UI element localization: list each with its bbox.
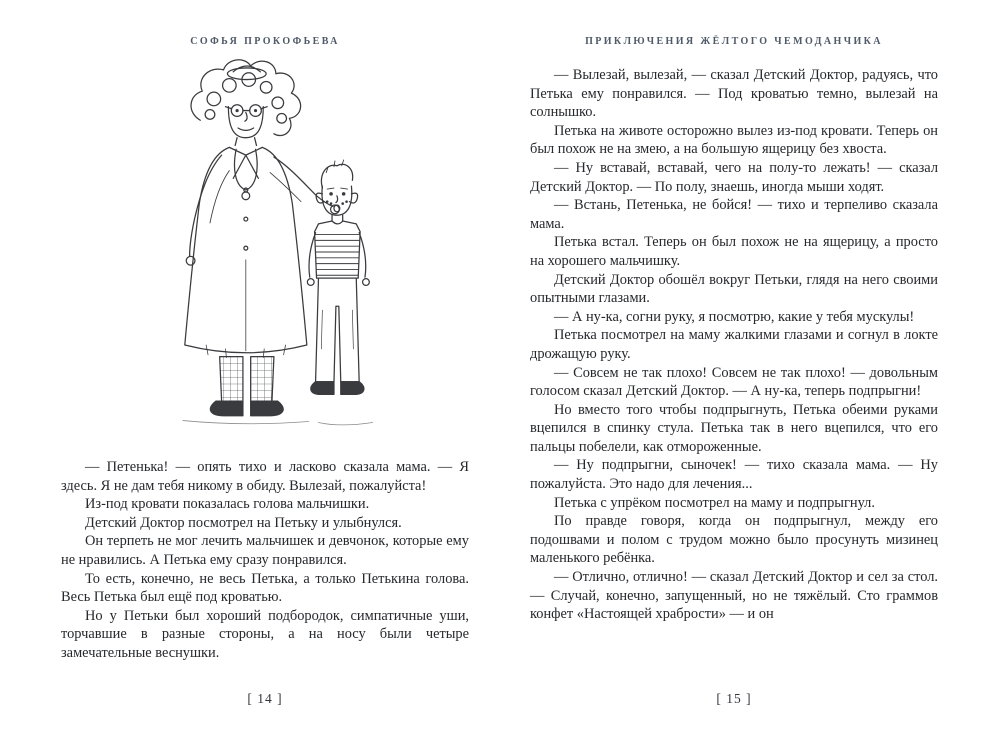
page-left (61, 0, 469, 751)
paragraph: Но у Петьки был хороший подбородок, симпатичные уши, торчавшие в разные стороны, а на носу были четыре замечательные веснушки. (61, 607, 469, 661)
paragraph: — Отлично, отлично! — сказал Детский Доктор и сел за стол. — Случай, конечно, запущенный, но не тяжёлый. Сто граммов конфет «Настоящей храбрости» — и он (530, 569, 938, 623)
paragraph: — Петенька! — опять тихо и ласково сказала мама. — Я здесь. Я не дам тебя никому в обиду. Вылезай, пожалуйста! (61, 459, 469, 494)
paragraph: Из-под кровати показалась голова мальчишки. (85, 496, 370, 513)
paragraph: — Ну вставай, вставай, чего на полу-то лежать! — сказал Детский Доктор. — По полу, знаешь, иногда мыши ходят. (530, 159, 938, 195)
paragraph: Петька встал. Теперь он был похож не на ящерицу, а просто на хорошего мальчишку. (530, 234, 938, 269)
paragraph: Петька посмотрел на маму жалкими глазами и согнул в локте дрожащую руку. (530, 327, 938, 362)
running-head-title: ПРИКЛЮЧЕНИЯ ЖЁЛТОГО ЧЕМОДАНЧИКА (585, 36, 883, 47)
paragraph: Детский Доктор посмотрел на Петьку и улыбнулся. (85, 514, 402, 531)
paragraph: Он терпеть не мог лечить мальчишек и девчонок, которые ему не нравились. А Петька ему сразу понравился. (61, 533, 469, 568)
paragraph: — Ну подпрыгни, сыночек! — тихо сказала мама. — Ну пожалуйста. Это надо для лечения... (530, 457, 938, 493)
paragraph: Петька на животе осторожно вылез из-под кровати. Теперь он был похож не на змею, а на большую ящерицу без хвоста. (530, 122, 938, 158)
paragraph: То есть, конечно, не весь Петька, а только Петькина голова. Весь Петька был ещё под кроватью. (61, 570, 469, 606)
running-head-author: СОФЬЯ ПРОКОФЬЕВА (190, 36, 340, 47)
doctor-and-boy-illustration (129, 56, 439, 448)
page-right (530, 0, 938, 751)
paragraph: Петька с упрёком посмотрел на маму и подпрыгнул. (554, 494, 875, 511)
page-number-right: [ 15 ] (716, 691, 752, 706)
paragraph: — Совсем не так плохо! Совсем не так плохо! — довольным голосом сказал Детский Доктор. — А ну-ка, теперь подпрыгни! (530, 364, 938, 400)
right-page-text (530, 66, 938, 624)
paragraph: По правде говоря, когда он подпрыгнул, между его подошвами и полом с трудом можно было просунуть мизинец маленького ребёнка. (530, 513, 938, 567)
paragraph: Но вместо того чтобы подпрыгнуть, Петька обеими руками вцепился в спинку стула. Петька так в него вцепился, что его пальцы побелели, как отмороженные. (530, 401, 938, 455)
paragraph: Детский Доктор обошёл вокруг Петьки, глядя на него своими опытными глазами. (530, 271, 938, 307)
paragraph: — Вылезай, вылезай, — сказал Детский Доктор, радуясь, что Петька ему понравился. — Под кроватью темно, вылезай на солнышко. (530, 67, 938, 121)
illustration-doctor-and-boy (129, 56, 439, 453)
left-page-text (61, 458, 469, 663)
page-number-left: [ 14 ] (247, 691, 283, 706)
paragraph: — А ну-ка, согни руку, я посмотрю, какие у тебя мускулы! (554, 308, 915, 325)
paragraph: — Встань, Петенька, не бойся! — тихо и терпеливо сказала мама. (530, 197, 938, 232)
